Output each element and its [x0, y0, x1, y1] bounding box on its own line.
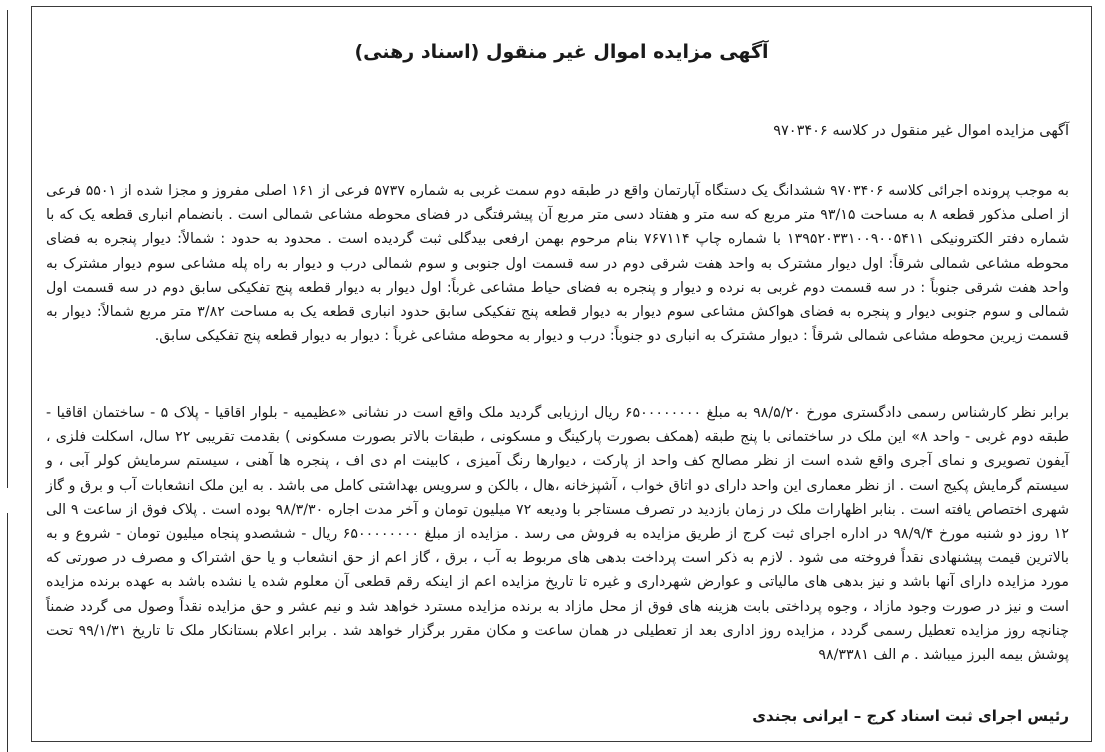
- left-margin-rule-bottom: [7, 513, 8, 752]
- notice-title: آگهی مزایده اموال غیر منقول (اسناد رهنی): [354, 41, 769, 63]
- notice-frame: [31, 6, 1092, 742]
- signature: رئیس اجرای ثبت اسناد کرج – ایرانی بجندی: [752, 707, 1069, 725]
- property-description-paragraph: به موجب پرونده اجرائی کلاسه ۹۷۰۳۴۰۶ ششدانگ یک دستگاه آپارتمان واقع در طبقه دوم سمت غربی به شماره ۵۷۳۷ فرعی از ۱۶۱ اصلی مفروز و مجزا شده از ۵۵۰۱ فرعی از اصلی مذکور قطعه ۸ به مساحت ۹۳/۱۵ متر مربع که سه متر و هفتاد دسی متر مربع آن پیشرفتگی در فضای محوطه مشاعی شمالی است . بانضمام انباری قطعه یک که با شماره دفتر الکترونیکی ۱۳۹۵۲۰۳۳۱۰۰۹۰۰۵۴۱۱ با شماره چاپ ۷۶۷۱۱۴ بنام مرحوم بهمن ارفعی بیدگلی ثبت گردیده است . محدود به حدود : شمالاً: دیوار پنجره به فضای محوطه مشاعی شمالی شرقاً: اول دیوار مشترک به واحد هفت شرقی دوم در سه قسمت اول جنوبی و سوم شمالی درب و دیوار به راه پله مشاعی سوم دیوار مشترک به واحد هفت شرقی جنوباً : در سه قسمت دوم غربی به نرده و دیوار و پنجره به فضای حیاط مشاعی غرباً: اول دیوار به دیوار قطعه پنج تفکیکی سابق دوم در سه قسمت اول شمالی و سوم جنوبی دیوار و پنجره به فضای هواکش مشاعی سوم دیوار به دیوار قطعه پنج تفکیکی سابق حدود انباری قطعه یک به مساحت ۳/۸۲ متر مربع شمالاً: دیوار به قسمت زیرین محوطه مشاعی شمالی شرقاً : دیوار مشترک به انباری دو جنوباً: درب و دیوار به محوطه مشاعی غرباً : دیوار به دیوار قطعه پنج تفکیکی سابق.: [46, 183, 1069, 345]
- notice-subtitle: آگهی مزایده اموال غیر منقول در کلاسه ۹۷۰۳۴۰۶: [773, 123, 1069, 139]
- auction-terms-paragraph: برابر نظر کارشناس رسمی دادگستری مورخ ۹۸/۵/۲۰ به مبلغ ۶۵۰۰۰۰۰۰۰۰ ریال ارزیابی گردید ملک واقع است در نشانی «عظیمیه - بلوار اقاقیا - پلاک ۵ - ساختمان اقاقیا - طبقه دوم غربی - واحد ۸» این ملک در ساختمانی با پنج طبقه (همکف بصورت پارکینگ و مسکونی ، طبقات بالاتر بصورت مسکونی ) بقدمت تقریبی ۲۲ سال، اسکلت فلزی ، آیفون تصویری و نمای آجری واقع شده است از نظر مصالح کف واحد از پارکت ، دیوارها رنگ آمیزی ، کابینت ام دی اف ، پنجره ها آهنی ، سیستم سرمایش کولر آبی ، و سیستم گرمایش پکیج است . از نظر معماری این واحد دارای دو اتاق خواب ، آشپزخانه ،هال ، بالکن و سرویس بهداشتی کامل می باشد . به این ملک انشعابات آب و برق و گاز شهری اختصاص یافته است . بنابر اظهارات ملک در زمان بازدید در تصرف مستاجر با ودیعه ۷۲ میلیون تومان و آخر مدت اجاره ۹۸/۳/۳۰ بوده است . پلاک فوق از ساعت ۹ الی ۱۲ روز دو شنبه مورخ ۹۸/۹/۴ در اداره اجرای ثبت کرج از طریق مزایده به فروش می رسد . مزایده از مبلغ ۶۵۰۰۰۰۰۰۰۰ ریال - ششصدو پنجاه میلیون تومان - شروع و به بالاترین قیمت پیشنهادی نقداً فروخته می شود . لازم به ذکر است پرداخت بدهی های مربوط به آب ، برق ، گاز اعم از حق انشعاب و یا حق اشتراک و مصرف در صورتی که مورد مزایده دارای آنها باشد و نیز بدهی های مالیاتی و عوارض شهرداری و غیره تا تاریخ مزایده اعم از اینکه رقم قطعی آن معلوم شده یا نشده باشد به عهده برنده مزایده است و نیز در صورت وجود مازاد ، وجوه پرداختی بابت هزینه های فوق از محل مازاد به برنده مزایده مسترد خواهد شد و نیم عشر و حق مزایده نقداً وصول می گردد ضمناً چنانچه روز مزایده تعطیل رسمی گردد ، مزایده روز اداری بعد از تعطیلی در همان ساعت و مکان مقرر برگزار خواهد شد . برابر اعلام بستانکار ملک تا تاریخ ۹۹/۱/۳۱ تحت پوشش بیمه البرز میباشد . م الف ۹۸/۳۳۸۱: [46, 405, 1069, 664]
- left-margin-rule-top: [7, 10, 8, 488]
